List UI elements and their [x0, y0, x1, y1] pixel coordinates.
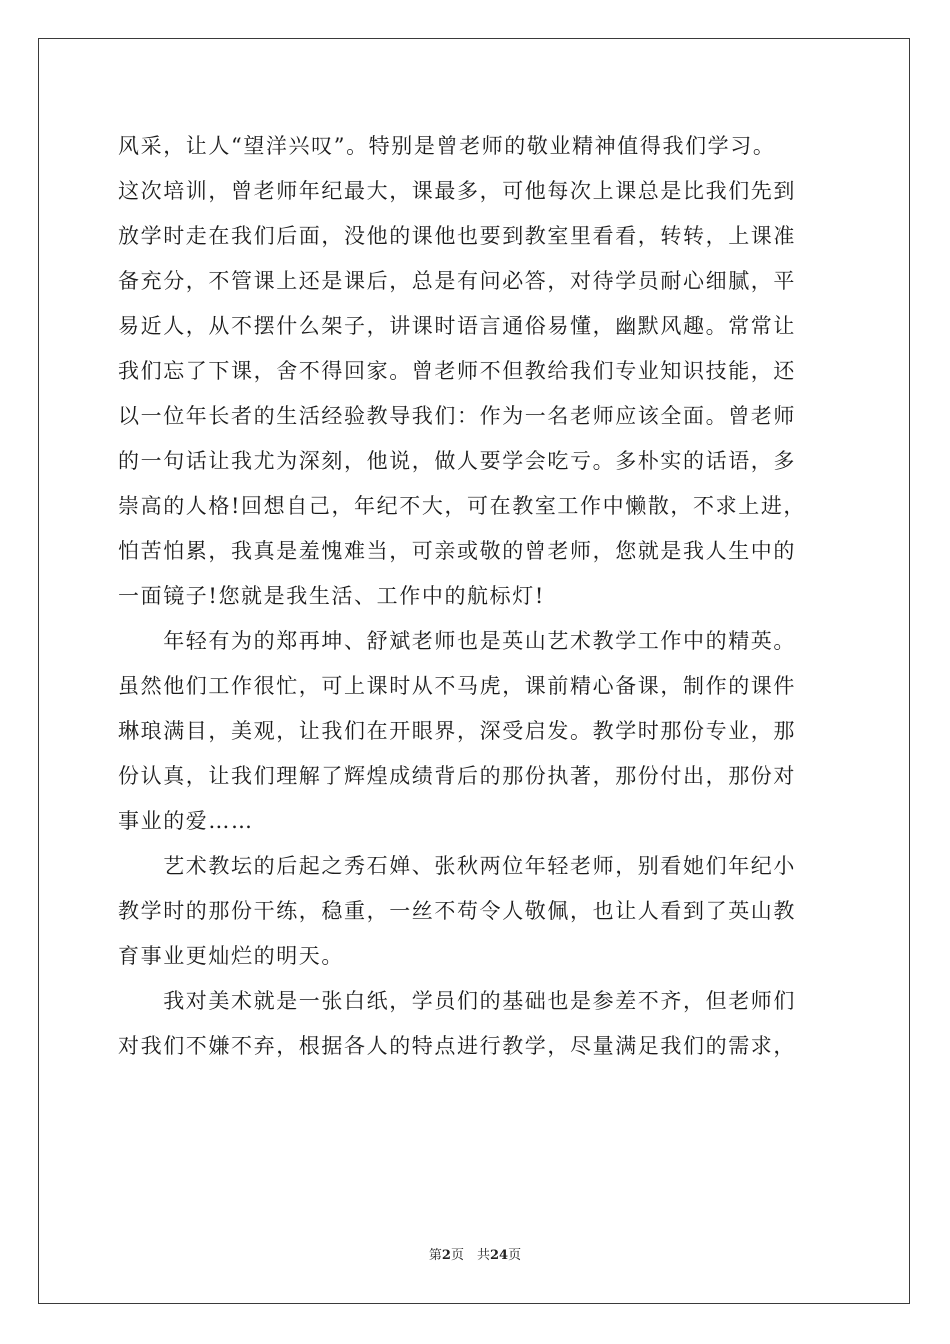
text-line: 教学时的那份干练，稳重，一丝不苟令人敬佩，也让人看到了英山教 [118, 899, 796, 923]
footer-suffix: 页 [508, 1248, 522, 1263]
text-line: 易近人，从不摆什么架子，讲课时语言通俗易懂，幽默风趣。常常让 [118, 314, 796, 338]
current-page-number: 2 [441, 1248, 451, 1263]
text-line: 对我们不嫌不弃，根据各人的特点进行教学，尽量满足我们的需求， [118, 1034, 796, 1058]
text-line: 这次培训，曾老师年纪最大，课最多，可他每次上课总是比我们先到 [118, 179, 796, 203]
text-line: 我们忘了下课，舍不得回家。曾老师不但教给我们专业知识技能，还 [118, 359, 796, 383]
text-line: 以一位年长者的生活经验教导我们：作为一名老师应该全面。曾老师 [118, 404, 796, 428]
text-line: 崇高的人格!回想自己，年纪不大，可在教室工作中懒散，不求上进， [118, 494, 807, 518]
text-line: 虽然他们工作很忙，可上课时从不马虎，课前精心备课，制作的课件 [118, 674, 796, 698]
text-line: 备充分，不管课上还是课后，总是有问必答，对待学员耐心细腻，平 [118, 269, 796, 293]
text-line: 育事业更灿烂的明天。 [118, 944, 344, 968]
text-line: 琳琅满目，美观，让我们在开眼界，深受启发。教学时那份专业，那 [118, 719, 796, 743]
text-line: 艺术教坛的后起之秀石婵、张秋两位年轻老师，别看她们年纪小 [118, 854, 796, 878]
text-line: 事业的爱…… [118, 809, 254, 833]
document-body [118, 124, 848, 1069]
footer-prefix: 第 [428, 1248, 442, 1263]
page-footer [0, 1244, 950, 1263]
text-line: 我对美术就是一张白纸，学员们的基础也是参差不齐，但老师们 [118, 989, 796, 1013]
footer-mid: 页 共 [450, 1248, 490, 1263]
total-page-count: 24 [489, 1248, 509, 1263]
text-line: 年轻有为的郑再坤、舒斌老师也是英山艺术教学工作中的精英。 [118, 629, 796, 653]
text-line: 份认真，让我们理解了辉煌成绩背后的那份执著，那份付出，那份对 [118, 764, 796, 788]
text-line: 怕苦怕累，我真是羞愧难当，可亲或敬的曾老师，您就是我人生中的 [118, 539, 796, 563]
text-line: 的一句话让我尤为深刻，他说，做人要学会吃亏。多朴实的话语，多 [118, 449, 796, 473]
text-line: 一面镜子!您就是我生活、工作中的航标灯! [118, 584, 545, 608]
text-line: 放学时走在我们后面，没他的课他也要到教室里看看，转转，上课准 [118, 224, 796, 248]
text-line: 风采，让人“望洋兴叹”。特别是曾老师的敬业精神值得我们学习。 [118, 134, 776, 158]
